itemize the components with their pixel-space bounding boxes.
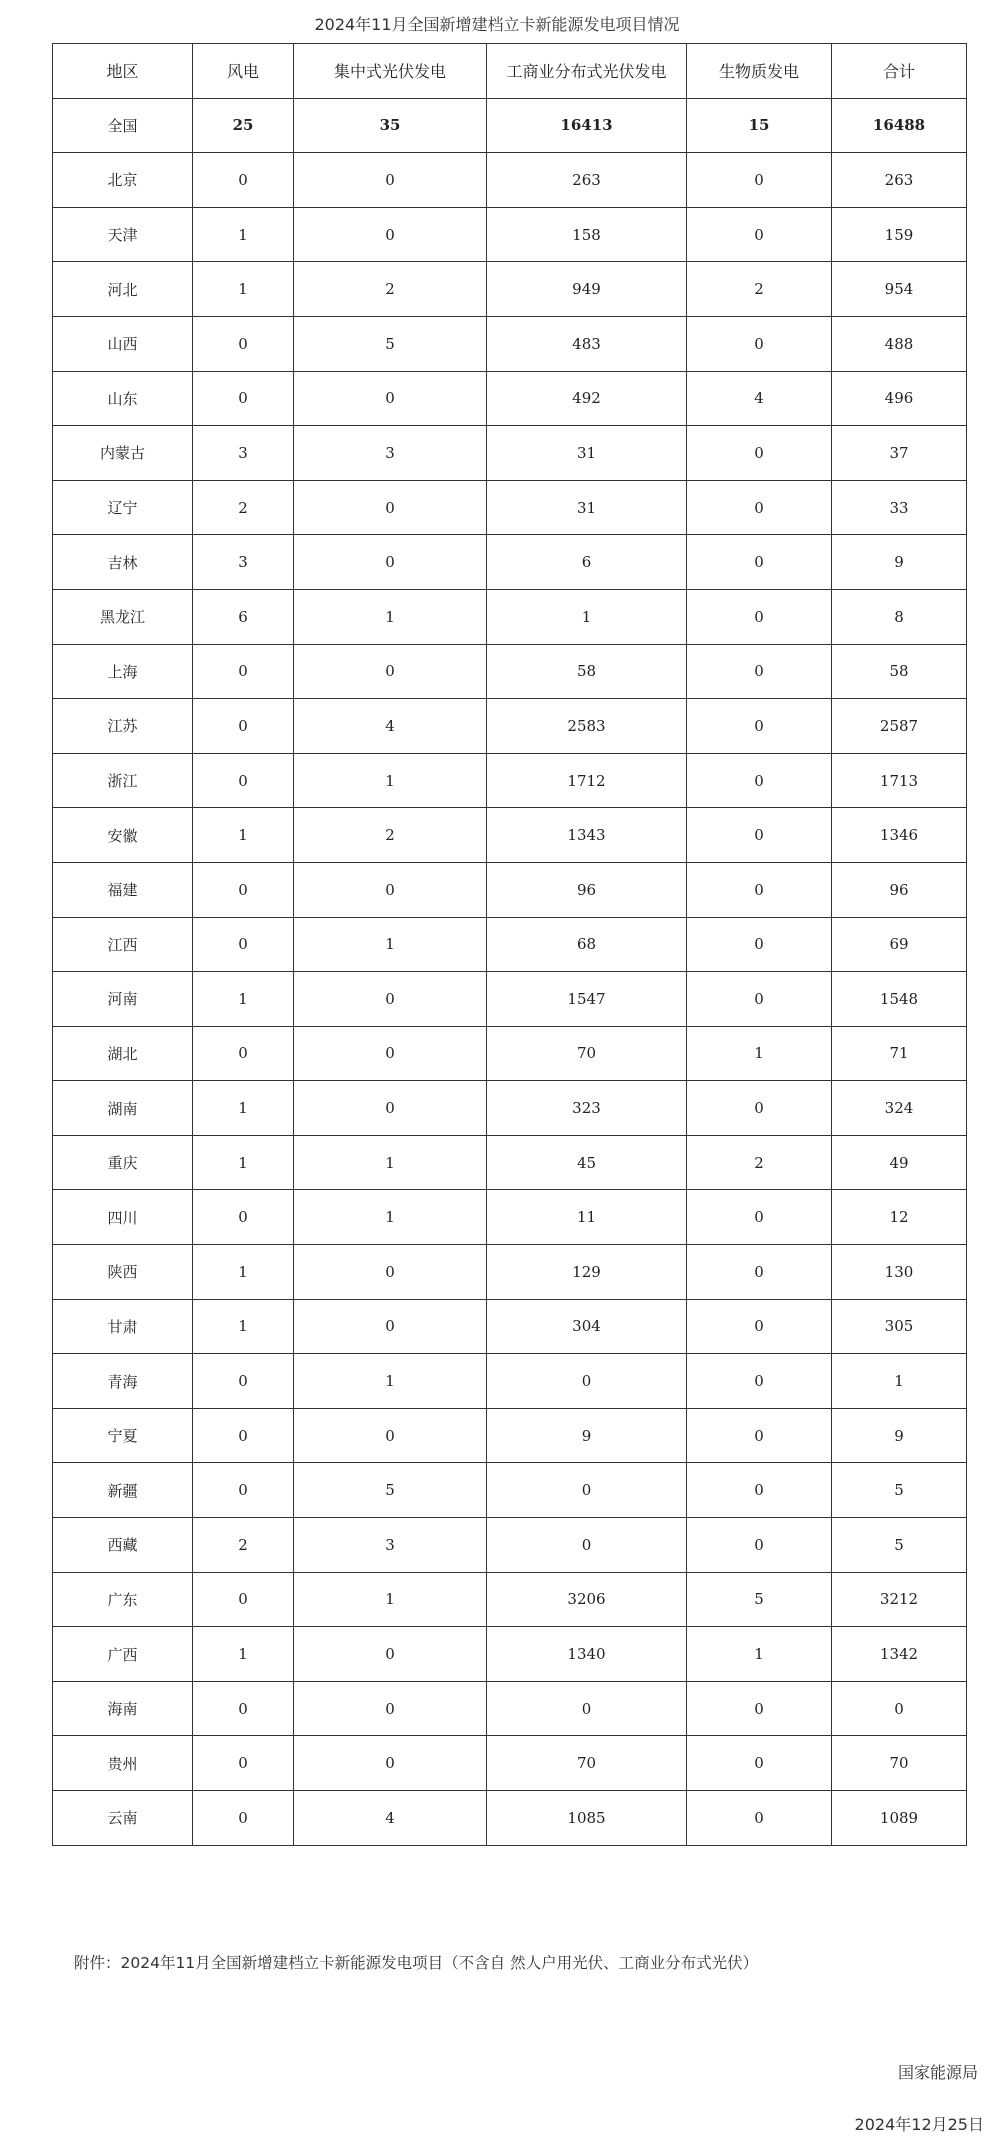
total-cell: 96 (832, 862, 967, 917)
distributed-pv-cell: 2583 (487, 699, 687, 754)
biomass-cell: 0 (687, 207, 832, 262)
table-row (53, 153, 967, 208)
table-row (53, 1190, 967, 1245)
region-cell: 安徽 (53, 808, 193, 863)
distributed-pv-cell: 492 (487, 371, 687, 426)
table-row (53, 316, 967, 371)
centralized-pv-cell: 0 (294, 1299, 487, 1354)
distributed-pv-cell: 9 (487, 1408, 687, 1463)
distributed-pv-cell: 70 (487, 1736, 687, 1791)
wind-cell: 3 (193, 426, 294, 481)
issue-date: 2024年12月25日 (854, 2115, 984, 2134)
total-cell: 159 (832, 207, 967, 262)
centralized-pv-cell: 0 (294, 1245, 487, 1300)
table-row (53, 1408, 967, 1463)
total-cell: 33 (832, 480, 967, 535)
total-distributed-pv-cell: 16413 (487, 98, 687, 153)
wind-cell: 0 (193, 153, 294, 208)
region-cell: 内蒙古 (53, 426, 193, 481)
table-row (53, 589, 967, 644)
centralized-pv-cell: 1 (294, 753, 487, 808)
wind-cell: 1 (193, 1081, 294, 1136)
total-cell: 1346 (832, 808, 967, 863)
total-cell: 1089 (832, 1791, 967, 1846)
distributed-pv-cell: 0 (487, 1681, 687, 1736)
table-row (53, 1135, 967, 1190)
centralized-pv-cell: 1 (294, 917, 487, 972)
biomass-cell: 0 (687, 316, 832, 371)
biomass-cell: 0 (687, 1463, 832, 1518)
col-header-centralized-pv: 集中式光伏发电 (294, 44, 487, 99)
distributed-pv-cell: 1547 (487, 972, 687, 1027)
table-row (53, 480, 967, 535)
table-header-row (53, 44, 967, 99)
biomass-cell: 0 (687, 917, 832, 972)
col-header-biomass: 生物质发电 (687, 44, 832, 99)
region-cell: 青海 (53, 1354, 193, 1409)
region-cell: 湖南 (53, 1081, 193, 1136)
region-cell: 山西 (53, 316, 193, 371)
table-row (53, 1463, 967, 1518)
table-row (53, 1518, 967, 1573)
biomass-cell: 0 (687, 1518, 832, 1573)
distributed-pv-cell: 1340 (487, 1627, 687, 1682)
centralized-pv-cell: 2 (294, 808, 487, 863)
wind-cell: 0 (193, 1463, 294, 1518)
data-table (52, 43, 967, 1846)
distributed-pv-cell: 1085 (487, 1791, 687, 1846)
total-cell: 263 (832, 153, 967, 208)
distributed-pv-cell: 129 (487, 1245, 687, 1300)
table-row (53, 972, 967, 1027)
distributed-pv-cell: 263 (487, 153, 687, 208)
centralized-pv-cell: 1 (294, 1572, 487, 1627)
distributed-pv-cell: 1343 (487, 808, 687, 863)
region-cell: 河北 (53, 262, 193, 317)
region-cell: 广东 (53, 1572, 193, 1627)
region-cell: 新疆 (53, 1463, 193, 1518)
distributed-pv-cell: 31 (487, 426, 687, 481)
centralized-pv-cell: 5 (294, 316, 487, 371)
biomass-cell: 4 (687, 371, 832, 426)
total-cell: 9 (832, 1408, 967, 1463)
table-row (53, 808, 967, 863)
table-row (53, 1681, 967, 1736)
biomass-cell: 0 (687, 1299, 832, 1354)
wind-cell: 2 (193, 1518, 294, 1573)
wind-cell: 1 (193, 972, 294, 1027)
biomass-cell: 1 (687, 1627, 832, 1682)
wind-cell: 0 (193, 316, 294, 371)
biomass-cell: 0 (687, 972, 832, 1027)
total-cell: 69 (832, 917, 967, 972)
centralized-pv-cell: 0 (294, 644, 487, 699)
distributed-pv-cell: 68 (487, 917, 687, 972)
centralized-pv-cell: 4 (294, 1791, 487, 1846)
col-header-total: 合计 (832, 44, 967, 99)
total-cell: 5 (832, 1463, 967, 1518)
distributed-pv-cell: 31 (487, 480, 687, 535)
biomass-cell: 0 (687, 153, 832, 208)
total-cell: 58 (832, 644, 967, 699)
distributed-pv-cell: 949 (487, 262, 687, 317)
table-row (53, 699, 967, 754)
col-header-region: 地区 (53, 44, 193, 99)
biomass-cell: 2 (687, 262, 832, 317)
centralized-pv-cell: 3 (294, 1518, 487, 1573)
total-sum-cell: 16488 (832, 98, 967, 153)
biomass-cell: 1 (687, 1026, 832, 1081)
table-row (53, 1572, 967, 1627)
table-row (53, 1245, 967, 1300)
table-row (53, 1081, 967, 1136)
wind-cell: 1 (193, 1627, 294, 1682)
region-cell: 浙江 (53, 753, 193, 808)
distributed-pv-cell: 1 (487, 589, 687, 644)
distributed-pv-cell: 6 (487, 535, 687, 590)
table-row (53, 371, 967, 426)
region-cell: 上海 (53, 644, 193, 699)
table-row (53, 1736, 967, 1791)
wind-cell: 1 (193, 207, 294, 262)
table-row (53, 1299, 967, 1354)
centralized-pv-cell: 0 (294, 1408, 487, 1463)
wind-cell: 1 (193, 262, 294, 317)
wind-cell: 1 (193, 1245, 294, 1300)
total-cell: 71 (832, 1026, 967, 1081)
region-cell: 海南 (53, 1681, 193, 1736)
region-cell: 西藏 (53, 1518, 193, 1573)
table-row (53, 862, 967, 917)
region-cell: 天津 (53, 207, 193, 262)
region-cell: 云南 (53, 1791, 193, 1846)
table-row (53, 644, 967, 699)
region-cell: 甘肃 (53, 1299, 193, 1354)
table-row (53, 1627, 967, 1682)
centralized-pv-cell: 0 (294, 1681, 487, 1736)
wind-cell: 6 (193, 589, 294, 644)
wind-cell: 0 (193, 753, 294, 808)
total-cell: 3212 (832, 1572, 967, 1627)
total-cell: 1713 (832, 753, 967, 808)
centralized-pv-cell: 1 (294, 1354, 487, 1409)
wind-cell: 0 (193, 917, 294, 972)
wind-cell: 0 (193, 1190, 294, 1245)
table-row (53, 1354, 967, 1409)
centralized-pv-cell: 0 (294, 1026, 487, 1081)
wind-cell: 0 (193, 699, 294, 754)
total-cell: 1342 (832, 1627, 967, 1682)
distributed-pv-cell: 70 (487, 1026, 687, 1081)
centralized-pv-cell: 1 (294, 589, 487, 644)
biomass-cell: 0 (687, 644, 832, 699)
total-cell: 8 (832, 589, 967, 644)
centralized-pv-cell: 0 (294, 862, 487, 917)
centralized-pv-cell: 0 (294, 1081, 487, 1136)
centralized-pv-cell: 0 (294, 371, 487, 426)
region-cell: 黑龙江 (53, 589, 193, 644)
centralized-pv-cell: 0 (294, 207, 487, 262)
region-cell: 湖北 (53, 1026, 193, 1081)
biomass-cell: 0 (687, 426, 832, 481)
wind-cell: 2 (193, 480, 294, 535)
wind-cell: 1 (193, 1135, 294, 1190)
centralized-pv-cell: 0 (294, 1736, 487, 1791)
total-cell: 305 (832, 1299, 967, 1354)
biomass-cell: 0 (687, 535, 832, 590)
page-title: 2024年11月全国新增建档立卡新能源发电项目情况 (314, 15, 680, 34)
distributed-pv-cell: 0 (487, 1518, 687, 1573)
wind-cell: 0 (193, 1791, 294, 1846)
distributed-pv-cell: 304 (487, 1299, 687, 1354)
biomass-cell: 2 (687, 1135, 832, 1190)
region-cell: 四川 (53, 1190, 193, 1245)
total-cell: 0 (832, 1681, 967, 1736)
total-region-cell: 全国 (53, 98, 193, 153)
table-row (53, 426, 967, 481)
centralized-pv-cell: 0 (294, 1627, 487, 1682)
distributed-pv-cell: 3206 (487, 1572, 687, 1627)
region-cell: 河南 (53, 972, 193, 1027)
distributed-pv-cell: 158 (487, 207, 687, 262)
region-cell: 广西 (53, 1627, 193, 1682)
biomass-cell: 0 (687, 862, 832, 917)
region-cell: 吉林 (53, 535, 193, 590)
total-cell: 37 (832, 426, 967, 481)
centralized-pv-cell: 1 (294, 1190, 487, 1245)
centralized-pv-cell: 0 (294, 153, 487, 208)
distributed-pv-cell: 0 (487, 1463, 687, 1518)
wind-cell: 0 (193, 1408, 294, 1463)
biomass-cell: 0 (687, 1736, 832, 1791)
region-cell: 江西 (53, 917, 193, 972)
total-biomass-cell: 15 (687, 98, 832, 153)
biomass-cell: 0 (687, 1354, 832, 1409)
col-header-wind: 风电 (193, 44, 294, 99)
wind-cell: 3 (193, 535, 294, 590)
region-cell: 福建 (53, 862, 193, 917)
biomass-cell: 0 (687, 753, 832, 808)
centralized-pv-cell: 3 (294, 426, 487, 481)
total-cell: 488 (832, 316, 967, 371)
region-cell: 陕西 (53, 1245, 193, 1300)
biomass-cell: 0 (687, 1081, 832, 1136)
region-cell: 江苏 (53, 699, 193, 754)
total-cell: 130 (832, 1245, 967, 1300)
region-cell: 北京 (53, 153, 193, 208)
region-cell: 山东 (53, 371, 193, 426)
biomass-cell: 0 (687, 1791, 832, 1846)
wind-cell: 0 (193, 1354, 294, 1409)
table-row (53, 1791, 967, 1846)
attachment-note: 附件：2024年11月全国新增建档立卡新能源发电项目（不含自 然人户用光伏、工商业分布式光伏） (74, 1954, 759, 1972)
total-cell: 49 (832, 1135, 967, 1190)
region-cell: 辽宁 (53, 480, 193, 535)
wind-cell: 0 (193, 862, 294, 917)
total-cell: 2587 (832, 699, 967, 754)
wind-cell: 0 (193, 1026, 294, 1081)
total-cell: 9 (832, 535, 967, 590)
table-row (53, 207, 967, 262)
distributed-pv-cell: 483 (487, 316, 687, 371)
distributed-pv-cell: 96 (487, 862, 687, 917)
wind-cell: 0 (193, 1736, 294, 1791)
total-cell: 496 (832, 371, 967, 426)
table-row (53, 535, 967, 590)
distributed-pv-cell: 1712 (487, 753, 687, 808)
biomass-cell: 5 (687, 1572, 832, 1627)
centralized-pv-cell: 5 (294, 1463, 487, 1518)
total-cell: 70 (832, 1736, 967, 1791)
wind-cell: 0 (193, 644, 294, 699)
total-cell: 12 (832, 1190, 967, 1245)
centralized-pv-cell: 0 (294, 535, 487, 590)
wind-cell: 0 (193, 371, 294, 426)
total-cell: 1 (832, 1354, 967, 1409)
distributed-pv-cell: 0 (487, 1354, 687, 1409)
total-cell: 954 (832, 262, 967, 317)
centralized-pv-cell: 2 (294, 262, 487, 317)
centralized-pv-cell: 0 (294, 480, 487, 535)
region-cell: 贵州 (53, 1736, 193, 1791)
table-row (53, 753, 967, 808)
centralized-pv-cell: 4 (294, 699, 487, 754)
wind-cell: 0 (193, 1681, 294, 1736)
centralized-pv-cell: 0 (294, 972, 487, 1027)
wind-cell: 1 (193, 808, 294, 863)
total-wind-cell: 25 (193, 98, 294, 153)
biomass-cell: 0 (687, 1408, 832, 1463)
issuer-name: 国家能源局 (897, 2063, 978, 2082)
table-row (53, 1026, 967, 1081)
distributed-pv-cell: 323 (487, 1081, 687, 1136)
distributed-pv-cell: 58 (487, 644, 687, 699)
total-centralized-pv-cell: 35 (294, 98, 487, 153)
biomass-cell: 0 (687, 699, 832, 754)
table-row (53, 262, 967, 317)
table-row (53, 917, 967, 972)
region-cell: 宁夏 (53, 1408, 193, 1463)
distributed-pv-cell: 11 (487, 1190, 687, 1245)
biomass-cell: 0 (687, 1245, 832, 1300)
wind-cell: 0 (193, 1572, 294, 1627)
biomass-cell: 0 (687, 480, 832, 535)
total-cell: 5 (832, 1518, 967, 1573)
biomass-cell: 0 (687, 1190, 832, 1245)
biomass-cell: 0 (687, 1681, 832, 1736)
biomass-cell: 0 (687, 808, 832, 863)
total-cell: 1548 (832, 972, 967, 1027)
col-header-distributed-pv: 工商业分布式光伏发电 (487, 44, 687, 99)
centralized-pv-cell: 1 (294, 1135, 487, 1190)
region-cell: 重庆 (53, 1135, 193, 1190)
wind-cell: 1 (193, 1299, 294, 1354)
table-total-row (53, 98, 967, 153)
biomass-cell: 0 (687, 589, 832, 644)
distributed-pv-cell: 45 (487, 1135, 687, 1190)
total-cell: 324 (832, 1081, 967, 1136)
